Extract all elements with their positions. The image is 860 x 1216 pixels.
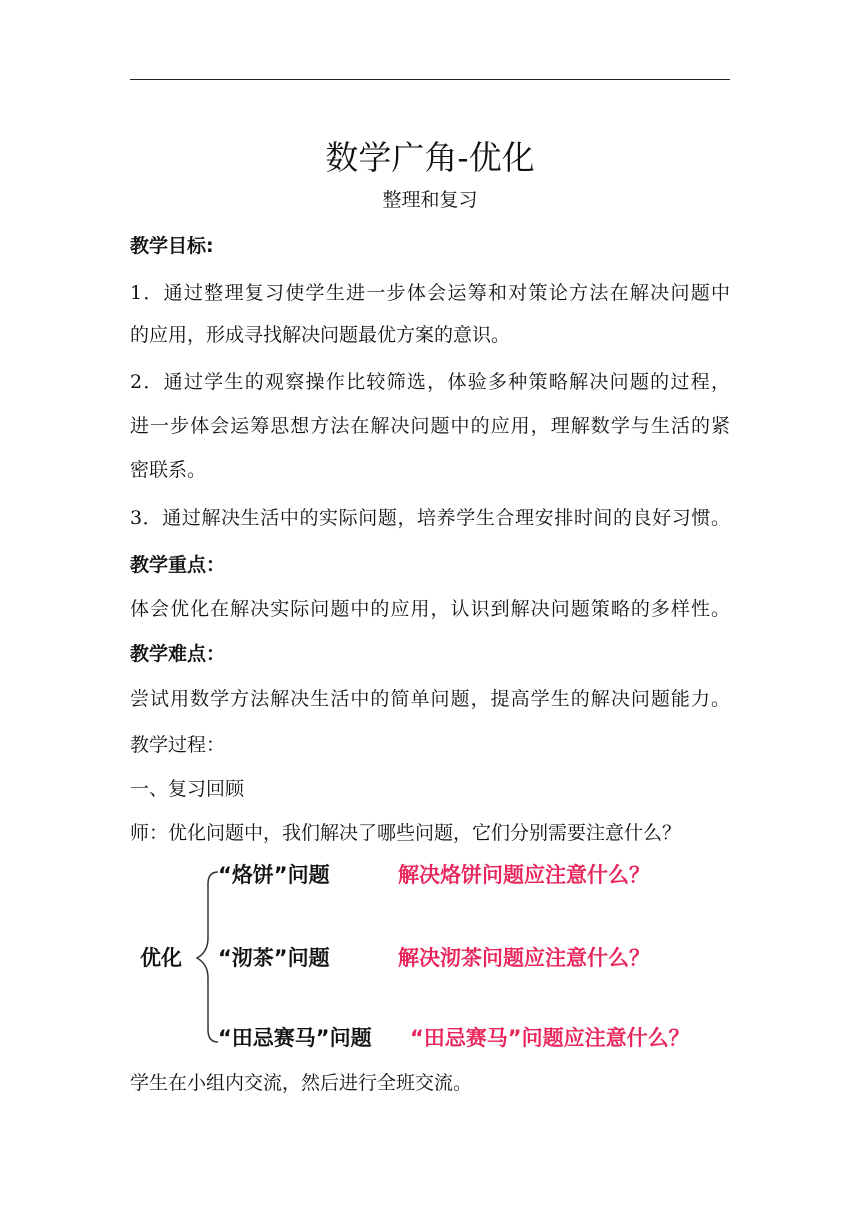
goal2-line1: 2．通过学生的观察操作比较筛选，体验多种策略解决问题的过程，: [130, 371, 730, 393]
key-text: 体会优化在解决实际问题中的应用，认识到解决问题策略的多样性。: [130, 598, 730, 620]
branch-question-tianji: “田忌赛马”问题应注意什么？: [410, 1026, 690, 1050]
goal1-line2: 的应用，形成寻找解决问题最优方案的意识。: [130, 324, 511, 346]
brace-shape: [197, 872, 218, 1042]
goal2-line2: 进一步体会运筹思想方法在解决问题中的应用，理解数学与生活的紧: [130, 415, 730, 437]
process-heading: 教学过程：: [130, 734, 226, 756]
diagram-root: 优化: [140, 946, 182, 970]
page-title: 数学广角-优化: [325, 138, 535, 177]
branch-label-laobing: “烙饼”问题: [218, 863, 330, 887]
goals-heading: 教学目标:: [130, 235, 214, 257]
closing-line: 学生在小组内交流，然后进行全班交流。: [130, 1072, 473, 1094]
branch-question-qicha: 解决沏茶问题应注意什么？: [398, 946, 650, 970]
goal1-line1: 1．通过整理复习使学生进一步体会运筹和对策论方法在解决问题中: [130, 282, 730, 304]
goal3-line1: 3．通过解决生活中的实际问题，培养学生合理安排时间的良好习惯。: [130, 507, 730, 529]
difficulty-text: 尝试用数学方法解决生活中的简单问题，提高学生的解决问题能力。: [130, 688, 730, 710]
branch-question-laobing: 解决烙饼问题应注意什么？: [398, 863, 650, 887]
goal2-line3: 密联系。: [130, 459, 207, 481]
page-subtitle: 整理和复习: [382, 189, 478, 211]
teacher-question: 师：优化问题中，我们解决了哪些问题，它们分别需要注意什么？: [130, 822, 682, 844]
key-heading: 教学重点：: [130, 554, 226, 576]
section-review: 一、复习回顾: [130, 778, 245, 800]
branch-label-tianji: “田忌赛马”问题: [218, 1026, 372, 1050]
difficulty-heading: 教学难点：: [130, 643, 226, 665]
branch-label-qicha: “沏茶”问题: [218, 946, 330, 970]
